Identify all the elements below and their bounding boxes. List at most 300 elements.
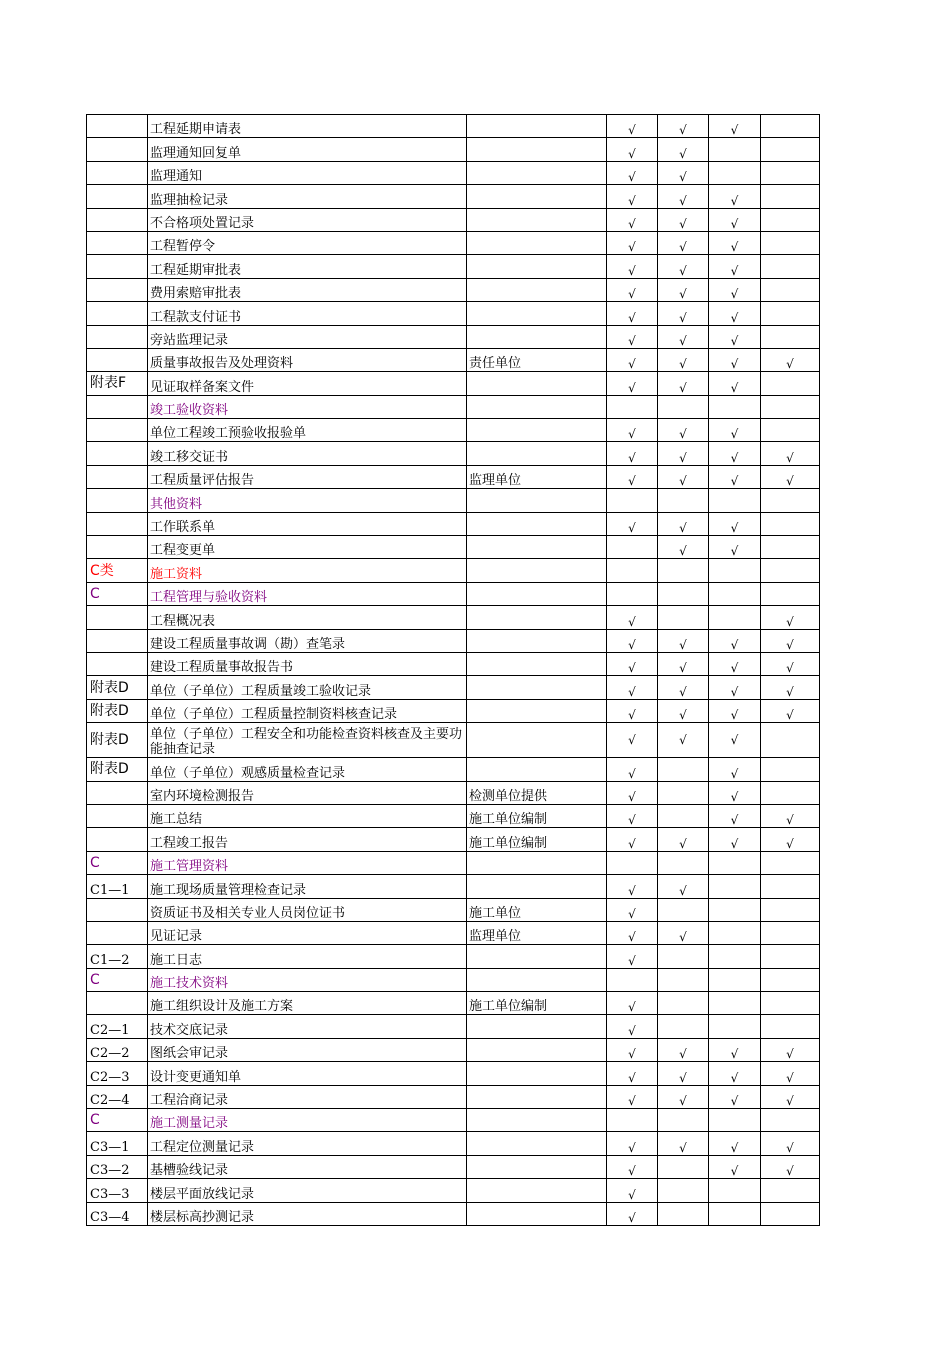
row-document-name: 费用索赔审批表 — [148, 278, 467, 301]
row-responsible-unit — [467, 851, 607, 874]
check-mark-cell-2: √ — [658, 1085, 709, 1108]
row-document-name: 设计变更通知单 — [148, 1062, 467, 1085]
check-mark-cell-1: √ — [607, 255, 658, 278]
row-document-name: 施工测量记录 — [148, 1109, 467, 1132]
check-mark-cell-1: √ — [607, 325, 658, 348]
check-mark-cell-2 — [658, 1202, 709, 1225]
check-mark-cell-4 — [761, 138, 820, 161]
check-mark-cell-2 — [658, 945, 709, 968]
check-mark-cell-4 — [761, 1202, 820, 1225]
check-mark-cell-3 — [709, 1202, 761, 1225]
row-document-name: 工程延期申请表 — [148, 115, 467, 138]
check-mark-cell-1 — [607, 1109, 658, 1132]
table-row — [87, 115, 820, 138]
check-mark-cell-1: √ — [607, 1132, 658, 1155]
check-mark-cell-2: √ — [658, 325, 709, 348]
check-mark-cell-2 — [658, 1179, 709, 1202]
table-row — [87, 968, 820, 991]
row-code: C2—3 — [87, 1062, 148, 1085]
check-mark-cell-2 — [658, 804, 709, 827]
check-mark-cell-3: √ — [709, 115, 761, 138]
check-mark-cell-1: √ — [607, 723, 658, 758]
row-responsible-unit — [467, 875, 607, 898]
check-mark-cell-4: √ — [761, 1085, 820, 1108]
check-mark-cell-3 — [709, 992, 761, 1015]
row-code: 附表D — [87, 699, 148, 722]
row-document-name: 施工资料 — [148, 559, 467, 582]
table-row — [87, 208, 820, 231]
check-mark-cell-4 — [761, 992, 820, 1015]
row-code: C3—3 — [87, 1179, 148, 1202]
table-row — [87, 898, 820, 921]
row-document-name: 工程质量评估报告 — [148, 465, 467, 488]
check-mark-cell-4 — [761, 255, 820, 278]
check-mark-cell-2 — [658, 968, 709, 991]
check-mark-cell-2: √ — [658, 161, 709, 184]
row-responsible-unit — [467, 1132, 607, 1155]
row-document-name: 楼层标高抄测记录 — [148, 1202, 467, 1225]
check-mark-cell-1: √ — [607, 278, 658, 301]
row-responsible-unit — [467, 652, 607, 675]
check-mark-cell-1: √ — [607, 372, 658, 395]
table-row — [87, 1202, 820, 1225]
row-code: C2—4 — [87, 1085, 148, 1108]
check-mark-cell-4: √ — [761, 1132, 820, 1155]
row-responsible-unit — [467, 758, 607, 781]
row-responsible-unit: 施工单位编制 — [467, 804, 607, 827]
row-responsible-unit — [467, 1179, 607, 1202]
row-code — [87, 652, 148, 675]
row-code: C2—2 — [87, 1038, 148, 1061]
check-mark-cell-3 — [709, 921, 761, 944]
check-mark-cell-1: √ — [607, 442, 658, 465]
table-row — [87, 325, 820, 348]
table-row — [87, 1085, 820, 1108]
row-code: C1—1 — [87, 875, 148, 898]
row-code — [87, 804, 148, 827]
row-responsible-unit — [467, 629, 607, 652]
check-mark-cell-4: √ — [761, 804, 820, 827]
row-code — [87, 302, 148, 325]
check-mark-cell-2: √ — [658, 115, 709, 138]
check-mark-cell-4: √ — [761, 828, 820, 851]
row-responsible-unit — [467, 1085, 607, 1108]
check-mark-cell-3: √ — [709, 1155, 761, 1178]
table-row — [87, 676, 820, 699]
row-document-name: 室内环境检测报告 — [148, 781, 467, 804]
table-row — [87, 442, 820, 465]
check-mark-cell-1: √ — [607, 1085, 658, 1108]
check-mark-cell-2: √ — [658, 1038, 709, 1061]
check-mark-cell-3 — [709, 395, 761, 418]
check-mark-cell-1 — [607, 489, 658, 512]
check-mark-cell-3: √ — [709, 208, 761, 231]
row-document-name: 监理抽检记录 — [148, 185, 467, 208]
table-row — [87, 781, 820, 804]
check-mark-cell-3: √ — [709, 348, 761, 371]
row-document-name: 建设工程质量事故调（勘）查笔录 — [148, 629, 467, 652]
row-document-name: 施工技术资料 — [148, 968, 467, 991]
check-mark-cell-4 — [761, 302, 820, 325]
check-mark-cell-4: √ — [761, 606, 820, 629]
check-mark-cell-2 — [658, 582, 709, 605]
row-responsible-unit — [467, 699, 607, 722]
check-mark-cell-2 — [658, 489, 709, 512]
row-code — [87, 161, 148, 184]
check-mark-cell-3: √ — [709, 1132, 761, 1155]
check-mark-cell-4 — [761, 278, 820, 301]
row-code: 附表D — [87, 723, 148, 758]
table-row — [87, 804, 820, 827]
check-mark-cell-1: √ — [607, 804, 658, 827]
check-mark-cell-2: √ — [658, 255, 709, 278]
check-mark-cell-4 — [761, 898, 820, 921]
row-document-name: 技术交底记录 — [148, 1015, 467, 1038]
row-document-name: 竣工验收资料 — [148, 395, 467, 418]
check-mark-cell-4 — [761, 231, 820, 254]
check-mark-cell-1: √ — [607, 185, 658, 208]
row-responsible-unit — [467, 489, 607, 512]
row-responsible-unit — [467, 723, 607, 758]
row-responsible-unit: 监理单位 — [467, 465, 607, 488]
check-mark-cell-3: √ — [709, 231, 761, 254]
row-code: C — [87, 851, 148, 874]
check-mark-cell-4 — [761, 921, 820, 944]
check-mark-cell-1: √ — [607, 115, 658, 138]
check-mark-cell-4 — [761, 781, 820, 804]
check-mark-cell-1: √ — [607, 465, 658, 488]
row-code — [87, 781, 148, 804]
check-mark-cell-4 — [761, 185, 820, 208]
row-document-name: 监理通知 — [148, 161, 467, 184]
row-document-name: 工作联系单 — [148, 512, 467, 535]
row-responsible-unit — [467, 161, 607, 184]
check-mark-cell-3: √ — [709, 465, 761, 488]
check-mark-cell-2: √ — [658, 302, 709, 325]
row-code: 附表D — [87, 676, 148, 699]
row-code: C3—1 — [87, 1132, 148, 1155]
check-mark-cell-4 — [761, 395, 820, 418]
check-mark-cell-1: √ — [607, 1015, 658, 1038]
check-mark-cell-1: √ — [607, 699, 658, 722]
check-mark-cell-1: √ — [607, 781, 658, 804]
check-mark-cell-1: √ — [607, 629, 658, 652]
table-row — [87, 992, 820, 1015]
row-document-name: 其他资料 — [148, 489, 467, 512]
check-mark-cell-4 — [761, 536, 820, 559]
table-row — [87, 395, 820, 418]
check-mark-cell-2 — [658, 606, 709, 629]
row-document-name: 单位（子单位）观感质量检查记录 — [148, 758, 467, 781]
check-mark-cell-3 — [709, 1109, 761, 1132]
table-row — [87, 758, 820, 781]
check-mark-cell-2 — [658, 1015, 709, 1038]
row-code — [87, 208, 148, 231]
check-mark-cell-1: √ — [607, 1038, 658, 1061]
row-code — [87, 536, 148, 559]
check-mark-cell-4 — [761, 325, 820, 348]
check-mark-cell-1: √ — [607, 1179, 658, 1202]
row-responsible-unit: 责任单位 — [467, 348, 607, 371]
row-responsible-unit — [467, 442, 607, 465]
check-mark-cell-4: √ — [761, 1038, 820, 1061]
check-mark-cell-2 — [658, 781, 709, 804]
check-mark-cell-4 — [761, 372, 820, 395]
check-mark-cell-3: √ — [709, 676, 761, 699]
row-responsible-unit — [467, 676, 607, 699]
check-mark-cell-1: √ — [607, 676, 658, 699]
row-code: 附表F — [87, 372, 148, 395]
check-mark-cell-2: √ — [658, 536, 709, 559]
row-responsible-unit — [467, 1038, 607, 1061]
check-mark-cell-3: √ — [709, 419, 761, 442]
table-row — [87, 465, 820, 488]
check-mark-cell-1: √ — [607, 138, 658, 161]
row-document-name: 工程洽商记录 — [148, 1085, 467, 1108]
check-mark-cell-2: √ — [658, 875, 709, 898]
check-mark-cell-3: √ — [709, 1062, 761, 1085]
check-mark-cell-3 — [709, 559, 761, 582]
check-mark-cell-3 — [709, 898, 761, 921]
table-row — [87, 828, 820, 851]
row-responsible-unit — [467, 372, 607, 395]
check-mark-cell-3 — [709, 161, 761, 184]
check-mark-cell-4: √ — [761, 1155, 820, 1178]
row-document-name: 施工总结 — [148, 804, 467, 827]
check-mark-cell-2: √ — [658, 652, 709, 675]
check-mark-cell-3 — [709, 968, 761, 991]
check-mark-cell-3: √ — [709, 804, 761, 827]
check-mark-cell-2 — [658, 758, 709, 781]
table-row — [87, 652, 820, 675]
row-code: C2—1 — [87, 1015, 148, 1038]
row-document-name: 单位工程竣工预验收报验单 — [148, 419, 467, 442]
table-row — [87, 945, 820, 968]
check-mark-cell-1 — [607, 582, 658, 605]
row-responsible-unit: 施工单位编制 — [467, 828, 607, 851]
check-mark-cell-2 — [658, 395, 709, 418]
check-mark-cell-4: √ — [761, 348, 820, 371]
row-code: C — [87, 1109, 148, 1132]
check-mark-cell-3: √ — [709, 255, 761, 278]
row-document-name: 工程管理与验收资料 — [148, 582, 467, 605]
table-row — [87, 851, 820, 874]
check-mark-cell-1: √ — [607, 898, 658, 921]
row-responsible-unit — [467, 325, 607, 348]
row-responsible-unit — [467, 419, 607, 442]
row-document-name: 质量事故报告及处理资料 — [148, 348, 467, 371]
row-document-name: 施工管理资料 — [148, 851, 467, 874]
row-code: C3—4 — [87, 1202, 148, 1225]
check-mark-cell-4: √ — [761, 629, 820, 652]
table-row — [87, 1038, 820, 1061]
table-row — [87, 582, 820, 605]
table-row — [87, 255, 820, 278]
check-mark-cell-2: √ — [658, 185, 709, 208]
check-mark-cell-4 — [761, 968, 820, 991]
row-document-name: 施工现场质量管理检查记录 — [148, 875, 467, 898]
row-document-name: 基槽验线记录 — [148, 1155, 467, 1178]
table-row — [87, 489, 820, 512]
check-mark-cell-3: √ — [709, 512, 761, 535]
row-document-name: 施工日志 — [148, 945, 467, 968]
check-mark-cell-3: √ — [709, 536, 761, 559]
check-mark-cell-3: √ — [709, 185, 761, 208]
check-mark-cell-4 — [761, 489, 820, 512]
row-code: C — [87, 968, 148, 991]
row-responsible-unit — [467, 1155, 607, 1178]
row-code — [87, 465, 148, 488]
table-row — [87, 1179, 820, 1202]
table-row — [87, 723, 820, 758]
check-mark-cell-4 — [761, 758, 820, 781]
check-mark-cell-3: √ — [709, 781, 761, 804]
check-mark-cell-2: √ — [658, 1132, 709, 1155]
row-responsible-unit: 施工单位 — [467, 898, 607, 921]
check-mark-cell-1: √ — [607, 606, 658, 629]
row-document-name: 见证记录 — [148, 921, 467, 944]
table-row — [87, 372, 820, 395]
row-responsible-unit — [467, 185, 607, 208]
check-mark-cell-3: √ — [709, 723, 761, 758]
check-mark-cell-4: √ — [761, 676, 820, 699]
check-mark-cell-4 — [761, 419, 820, 442]
check-mark-cell-4: √ — [761, 699, 820, 722]
table-row — [87, 1132, 820, 1155]
check-mark-cell-3: √ — [709, 325, 761, 348]
check-mark-cell-1: √ — [607, 758, 658, 781]
check-mark-cell-2 — [658, 1109, 709, 1132]
row-responsible-unit — [467, 231, 607, 254]
check-mark-cell-4 — [761, 161, 820, 184]
row-responsible-unit — [467, 1109, 607, 1132]
check-mark-cell-1: √ — [607, 1202, 658, 1225]
check-mark-cell-1: √ — [607, 512, 658, 535]
row-code — [87, 419, 148, 442]
check-mark-cell-4 — [761, 1179, 820, 1202]
check-mark-cell-3: √ — [709, 758, 761, 781]
row-code — [87, 138, 148, 161]
check-mark-cell-2: √ — [658, 512, 709, 535]
check-mark-cell-4 — [761, 875, 820, 898]
check-mark-cell-2 — [658, 992, 709, 1015]
check-mark-cell-1: √ — [607, 875, 658, 898]
row-responsible-unit — [467, 968, 607, 991]
row-document-name: 工程定位测量记录 — [148, 1132, 467, 1155]
row-code — [87, 395, 148, 418]
check-mark-cell-4: √ — [761, 465, 820, 488]
row-code — [87, 348, 148, 371]
check-mark-cell-2: √ — [658, 723, 709, 758]
row-responsible-unit — [467, 302, 607, 325]
row-document-name: 工程变更单 — [148, 536, 467, 559]
row-responsible-unit — [467, 1202, 607, 1225]
check-mark-cell-2 — [658, 1155, 709, 1178]
table-row — [87, 629, 820, 652]
archive-checklist-table — [86, 114, 820, 1226]
check-mark-cell-2: √ — [658, 138, 709, 161]
table-row — [87, 348, 820, 371]
table-row — [87, 1015, 820, 1038]
check-mark-cell-3: √ — [709, 828, 761, 851]
row-responsible-unit — [467, 115, 607, 138]
check-mark-cell-3 — [709, 582, 761, 605]
check-mark-cell-3 — [709, 1179, 761, 1202]
row-code — [87, 185, 148, 208]
check-mark-cell-4 — [761, 945, 820, 968]
row-code: C1—2 — [87, 945, 148, 968]
row-document-name: 施工组织设计及施工方案 — [148, 992, 467, 1015]
row-document-name: 旁站监理记录 — [148, 325, 467, 348]
row-document-name: 工程概况表 — [148, 606, 467, 629]
row-document-name: 单位（子单位）工程质量控制资料核查记录 — [148, 699, 467, 722]
table-row — [87, 1155, 820, 1178]
check-mark-cell-2: √ — [658, 465, 709, 488]
table-row — [87, 138, 820, 161]
check-mark-cell-3 — [709, 1015, 761, 1038]
row-responsible-unit — [467, 536, 607, 559]
check-mark-cell-1 — [607, 395, 658, 418]
check-mark-cell-4: √ — [761, 652, 820, 675]
row-responsible-unit — [467, 208, 607, 231]
row-code — [87, 992, 148, 1015]
table-row — [87, 161, 820, 184]
row-responsible-unit: 施工单位编制 — [467, 992, 607, 1015]
check-mark-cell-2: √ — [658, 629, 709, 652]
check-mark-cell-1: √ — [607, 828, 658, 851]
check-mark-cell-3: √ — [709, 1085, 761, 1108]
row-responsible-unit — [467, 1062, 607, 1085]
check-mark-cell-4 — [761, 115, 820, 138]
row-responsible-unit — [467, 512, 607, 535]
table-row — [87, 185, 820, 208]
check-mark-cell-3 — [709, 875, 761, 898]
check-mark-cell-1: √ — [607, 652, 658, 675]
check-mark-cell-2: √ — [658, 828, 709, 851]
row-code — [87, 898, 148, 921]
row-document-name: 工程暂停令 — [148, 231, 467, 254]
table-row — [87, 231, 820, 254]
check-mark-cell-3: √ — [709, 372, 761, 395]
row-document-name: 单位（子单位）工程安全和功能检查资料核查及主要功能抽查记录 — [148, 723, 467, 758]
check-mark-cell-4 — [761, 582, 820, 605]
table-row — [87, 419, 820, 442]
check-mark-cell-1: √ — [607, 1062, 658, 1085]
table-row — [87, 536, 820, 559]
row-document-name: 图纸会审记录 — [148, 1038, 467, 1061]
check-mark-cell-4: √ — [761, 1062, 820, 1085]
row-document-name: 竣工移交证书 — [148, 442, 467, 465]
row-responsible-unit — [467, 559, 607, 582]
check-mark-cell-2: √ — [658, 1062, 709, 1085]
row-code — [87, 921, 148, 944]
check-mark-cell-1: √ — [607, 348, 658, 371]
table-row — [87, 875, 820, 898]
check-mark-cell-2: √ — [658, 921, 709, 944]
check-mark-cell-3 — [709, 606, 761, 629]
check-mark-cell-4 — [761, 1109, 820, 1132]
row-code — [87, 489, 148, 512]
row-code — [87, 629, 148, 652]
check-mark-cell-4 — [761, 559, 820, 582]
row-code — [87, 115, 148, 138]
check-mark-cell-1 — [607, 536, 658, 559]
row-responsible-unit: 监理单位 — [467, 921, 607, 944]
check-mark-cell-1: √ — [607, 945, 658, 968]
row-document-name: 工程款支付证书 — [148, 302, 467, 325]
row-responsible-unit — [467, 138, 607, 161]
table-row — [87, 278, 820, 301]
